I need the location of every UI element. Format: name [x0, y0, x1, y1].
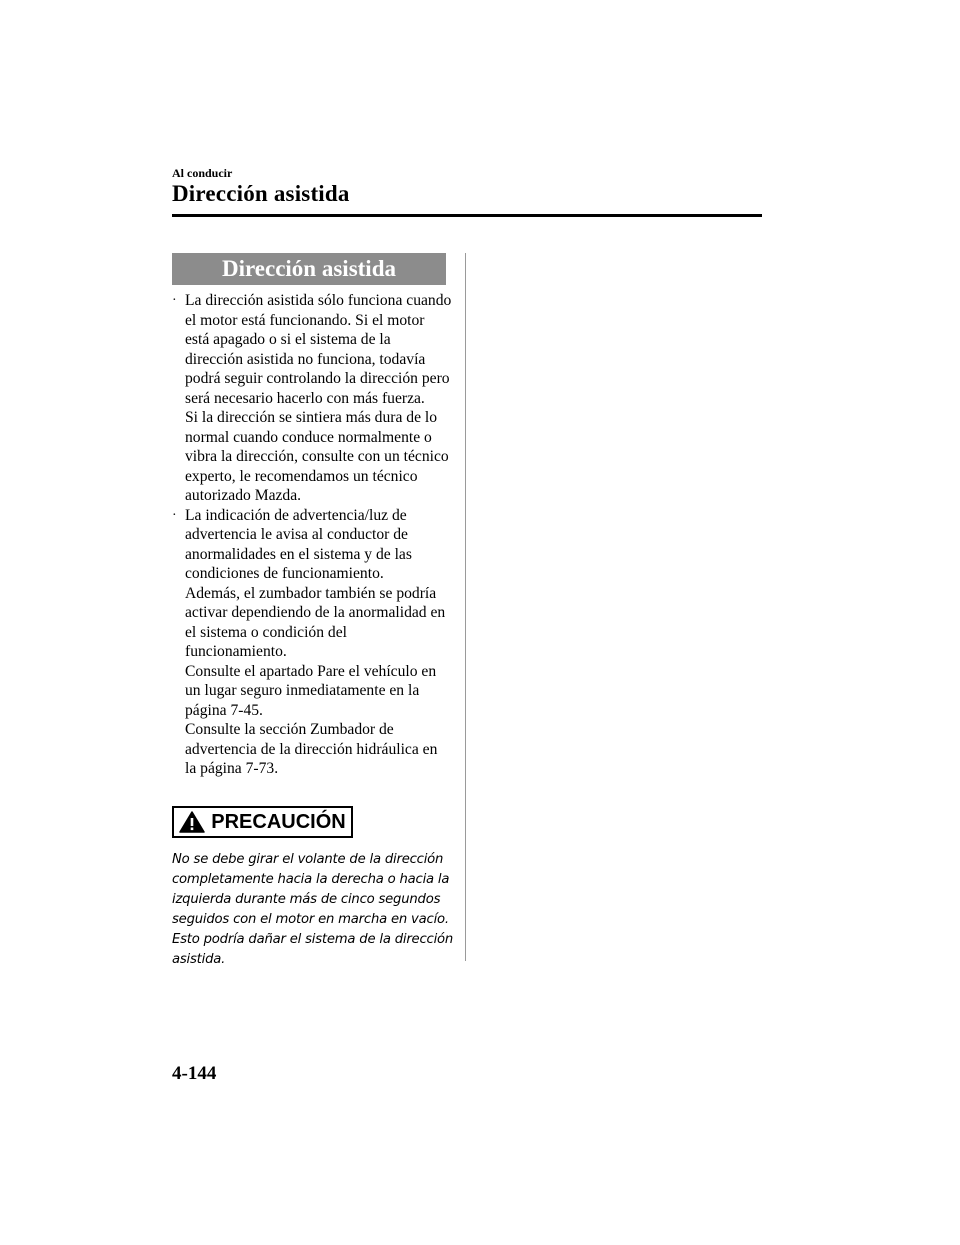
bullet-paragraph: Consulte el apartado Pare el vehículo en un lugar seguro inmediatamente en la página 7-45. [185, 662, 437, 719]
page-number: 4-144 [172, 1063, 217, 1084]
caution-label-box [172, 806, 353, 838]
column-divider [465, 253, 466, 961]
bullet-paragraph: La indicación de advertencia/luz de advertencia le avisa al conductor de anormalidades en el sistema y de las condiciones de funcionamiento. [185, 506, 412, 582]
bullet-list [172, 291, 452, 779]
bullet-dot-icon: · [172, 507, 177, 523]
bullet-item [172, 291, 452, 506]
warning-triangle-icon [179, 811, 205, 833]
bullet-paragraph: Además, el zumbador también se podría activar dependiendo de la anormalidad en el sistema o condición del funcionamiento. [185, 584, 446, 660]
caution-label: PRECAUCIÓN [211, 810, 346, 833]
chapter-label: Al conducir [172, 166, 233, 180]
bullet-paragraph: Si la dirección se sintiera más dura de lo normal cuando conduce normalmente o vibra la dirección, consulte con un técnico experto, le recomendamos un técnico autorizado Mazda. [185, 409, 449, 504]
bullet-paragraph: Consulte la sección Zumbador de advertencia de la dirección hidráulica en la página 7-73. [185, 721, 438, 777]
bullet-item [172, 506, 452, 779]
bullet-paragraph: La dirección asistida sólo funciona cuando el motor está funcionando. Si el motor está apagado o si el sistema de la dirección asistida no funciona, todavía podrá seguir controlando la dirección pero será necesario hacerlo con más fuerza. [185, 292, 452, 407]
page-title: Dirección asistida [172, 181, 350, 206]
title-rule [172, 214, 762, 217]
caution-text: No se debe girar el volante de la dirección completamente hacia la derecha o hacia la izquierda durante más de cinco segundos seguidos con el motor en marcha en vacío. Esto podría dañar el sistema de la dirección asistida. [172, 852, 454, 967]
bullet-dot-icon: · [172, 293, 177, 308]
section-heading-text: Dirección asistida [222, 256, 396, 281]
section-heading [172, 253, 446, 285]
